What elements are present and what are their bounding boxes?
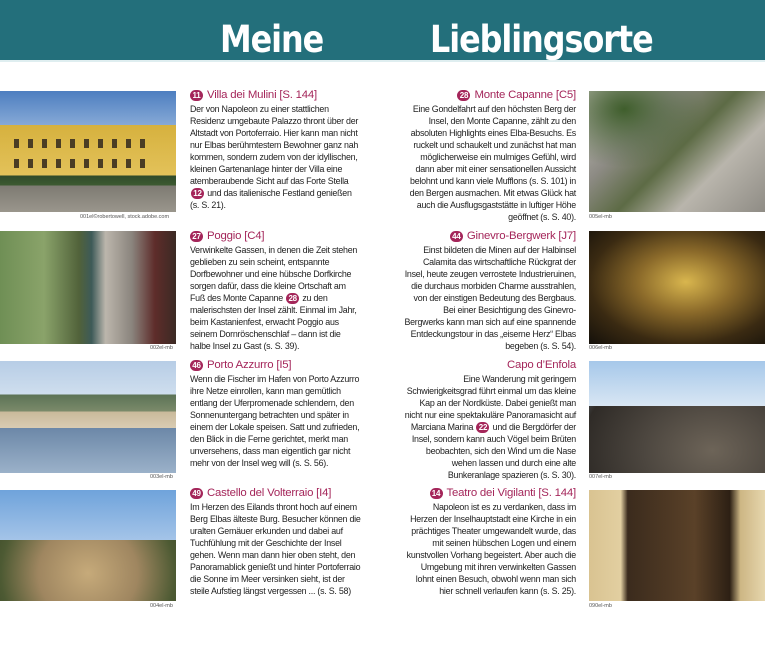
inline-map-badge: 12 xyxy=(191,188,204,199)
photo-caption: 007el-mb xyxy=(589,474,612,480)
photo-caption: 002el-mb xyxy=(150,345,173,351)
entry-title xyxy=(190,88,362,102)
entry-title-text[interactable]: Villa dei Mulini [S. 144] xyxy=(207,89,318,101)
entry-title xyxy=(190,358,362,372)
map-number-badge: 46 xyxy=(190,360,203,371)
entry-title xyxy=(404,358,576,372)
header-title-word2: Lieblingsorte xyxy=(430,18,653,61)
photo-porto-azzurro xyxy=(0,361,176,473)
photo-caption: 003el-mb xyxy=(150,474,173,480)
entry-poggio xyxy=(190,229,362,353)
entry-title-text[interactable]: Teatro dei Vigilanti [S. 144] xyxy=(446,487,576,499)
photo-caption: 005el-mb xyxy=(589,214,612,220)
map-number-badge: 11 xyxy=(190,90,203,101)
entry-body: Der von Napoleon zu einer stattlichen Residenz umgebaute Palazzo thront über der Altstadt von Portoferraio. Hier kann man nicht nur Elbas berühmtestem Bewohner ganz nah kommen, sondern zudem von der idyllischen, kleinen Gartenanlage hinter der Villa eine atemberaubende Sicht auf das Forte Stella 12 und das italienische Festland genießen (s. S. 21). xyxy=(190,104,359,211)
photo-caption: 006el-mb xyxy=(589,345,612,351)
entry-teatro-dei-vigilanti xyxy=(404,486,576,597)
entry-castello-del-volterraio xyxy=(190,486,362,597)
entry-ginevro-bergwerk xyxy=(404,229,576,352)
entry-porto-azzurro xyxy=(190,358,362,469)
entry-body: Im Herzen des Eilands thront hoch auf einem Berg Elbas älteste Burg. Besucher können die uralten Gemäuer erkunden und dabei auf Tuchfühlung mit der Geschichte der Insel gehen. Wenn man dann hier oben steht, den Panoramablick genießt und hinter Portoferraio die Sonne im Meer versinken sieht, ist der steile Aufstieg längst vergessen ... (s. S. 58) xyxy=(190,502,361,597)
entry-title-text[interactable]: Capo d’Enfola xyxy=(507,359,576,371)
entry-title xyxy=(190,229,362,243)
entry-title xyxy=(404,486,576,500)
photo-poggio xyxy=(0,231,176,344)
map-number-badge: 14 xyxy=(430,488,443,499)
photo-caption: 001el©robertowell, stock.adobe.com xyxy=(80,214,170,220)
entry-body: Eine Gondelfahrt auf den höchsten Berg der Insel, den Monte Capanne, zählt zu den absoluten Highlights eines Elba-Besuchs. Es ruckelt und schaukelt und zunächst hat man möglicherweise ein mulmiges Gefühl, wird dann aber mit einer sensationellen Aussicht belohnt und kann viele Mufflons (s. S. 101) in den Bergen ausmachen. Mit etwas Glück hat auch die Ausflugsgaststätte in luftiger Höhe geöffnet (s. S. 40). xyxy=(409,104,576,223)
page-header xyxy=(0,0,765,62)
entry-monte-capanne xyxy=(404,88,576,223)
photo-ginevro-bergwerk xyxy=(589,231,765,344)
entry-title-text[interactable]: Poggio [C4] xyxy=(207,230,265,242)
photo-caption: 004el-mb xyxy=(150,603,173,609)
entry-title-text[interactable]: Ginevro-Bergwerk [J7] xyxy=(466,230,576,242)
entry-title xyxy=(404,229,576,243)
entry-body: Verwinkelte Gassen, in denen die Zeit stehen geblieben zu sein scheint, entspannte Dorfbewohner und eine hübsche Dorfkirche sorgen dafür, dass die kleine Ortschaft am Fuß des Monte Capanne 28 zu den malerischsten der Insel zählt. Einmal im Jahr, beim Kastanienfest, erwacht Poggio aus seinem Dornröschenschlaf – dann ist die halbe Insel zu Gast (s. S. 39). xyxy=(190,245,358,352)
photo-teatro-dei-vigilanti xyxy=(589,490,765,601)
map-number-badge: 28 xyxy=(457,90,470,101)
inline-map-badge: 28 xyxy=(286,293,299,304)
inline-map-badge: 22 xyxy=(476,422,489,433)
photo-castello-del-volterraio xyxy=(0,490,176,601)
map-number-badge: 49 xyxy=(190,488,203,499)
entry-title-text[interactable]: Castello del Volterraio [I4] xyxy=(207,487,332,499)
photo-capo-d-enfola xyxy=(589,361,765,473)
photo-caption: 090el-mb xyxy=(589,603,612,609)
photo-villa-dei-mulini xyxy=(0,91,176,212)
map-number-badge: 27 xyxy=(190,231,203,242)
entry-title-text[interactable]: Monte Capanne [C5] xyxy=(474,89,576,101)
entry-title-text[interactable]: Porto Azzurro [I5] xyxy=(207,359,292,371)
entry-villa-dei-mulini xyxy=(190,88,362,212)
entry-body: Eine Wanderung mit geringem Schwierigkeitsgrad führt einmal um das kleine Kap an der Nordküste. Dabei genießt man nicht nur eine spektakuläre Panoramasicht auf Marciana Marina 22 und die Bergdörfer der Insel, sondern kann auch Vögel beim Brüten beobachten, sich den Wind um die Nase wehen lassen und durch eine alte Bunkeranlage spazieren (s. S. 30). xyxy=(404,374,576,481)
entry-title xyxy=(190,486,362,500)
entry-body: Wenn die Fischer im Hafen von Porto Azzurro ihre Netze einrollen, kann man gemütlich entlang der Uferpromenade schlendern, den Sonnenuntergang betrachten und später in einem der Lokale speisen. Satt und zufrieden, den Blick in die Ferne gerichtet, merkt man unversehens, dass man eigentlich gar nicht mehr von der Insel weg will (s. S. 56). xyxy=(190,374,360,469)
entry-title xyxy=(404,88,576,102)
photo-monte-capanne xyxy=(589,91,765,212)
entry-body: Napoleon ist es zu verdanken, dass im Herzen der Inselhauptstadt eine Kirche in ein prächtiges Theater umgewandelt wurde, das mit seinen hübschen Logen und einem kunstvollen Vorhang begeistert. Aber auch die Umgebung mit ihren verwinkelten Gassen lohnt einen Besuch, obwohl wenn man sich hier schnell verlaufen kann (s. S. 25). xyxy=(406,502,576,597)
map-number-badge: 44 xyxy=(450,231,463,242)
entry-body: Einst bildeten die Minen auf der Halbinsel Calamita das wirtschaftliche Rückgrat der Insel, heute zeugen verrostete Industrieruinen, die durchaus morbiden Charme ausstrahlen, von der einstigen Bedeutung des Bergbaus. Bei einer Besichtigung des Ginevro-Bergwerks kann man sich auf eine spannende Entdeckungstour in das „eiserne Herz“ Elbas begeben (s. S. 54). xyxy=(404,245,576,352)
header-title-word1: Meine xyxy=(220,18,324,61)
entry-capo-d-enfola xyxy=(404,358,576,482)
